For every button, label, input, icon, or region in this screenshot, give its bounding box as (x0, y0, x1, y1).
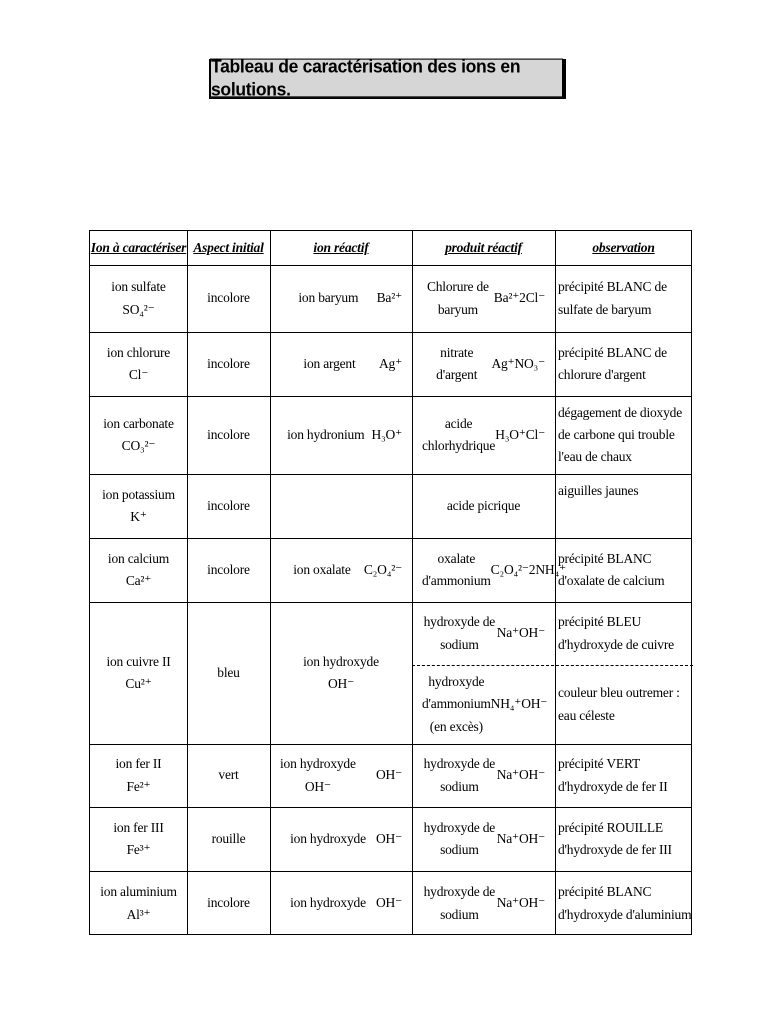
page-title: Tableau de caractérisation des ions en solutions. (210, 59, 563, 98)
produit-cell-name: acide picrique (446, 497, 521, 513)
ion-formula: CO₃²⁻ (121, 438, 156, 453)
produit-cell (412, 332, 555, 396)
produit-cell-name: oxalate d'ammonium (422, 550, 491, 588)
reactif-cell-name: ion hydronium (287, 426, 365, 442)
reactif-cell-formula: OH⁻ (375, 830, 402, 846)
reactif-cell-name: ion argent (303, 355, 356, 371)
title-box (209, 55, 566, 100)
cell-stack (102, 484, 175, 529)
reactif-sub-formula: OH⁻ (304, 778, 331, 794)
reactif-cell (270, 538, 412, 602)
ion-table (89, 230, 692, 935)
cell-stack (113, 817, 163, 862)
produit-cell (412, 744, 555, 807)
reactif-name: ion hydroxyde (280, 756, 356, 772)
ion-cell (90, 332, 187, 396)
ion-formula: SO₄²⁻ (122, 301, 155, 317)
reactif-formula: OH⁻ (327, 676, 354, 691)
aspect-cell: incolore (207, 426, 250, 442)
ion-cell (90, 602, 187, 744)
aspect-cell: rouille (211, 830, 246, 846)
ion-cell (90, 474, 187, 538)
ion-formula: Al³⁺ (126, 906, 151, 922)
produit-cell-formula: Na⁺OH⁻ (496, 895, 545, 911)
ion-name: ion cuivre II (106, 653, 171, 669)
ion-cell (90, 396, 187, 474)
produit-cell-formula: NH₄⁺OH⁻ (490, 696, 548, 712)
observation-cell: précipité BLANC d'oxalate de calcium (558, 550, 665, 588)
produit-cell-name: Chlorure de baryum (426, 279, 489, 317)
produit-cell-name: acide chlorhydrique (422, 415, 496, 453)
ion-cell (90, 871, 187, 936)
ion-formula: Cu²⁺ (125, 676, 152, 691)
reactif-cell (270, 265, 412, 332)
observation-cell: dégagement de dioxyde de carbone qui trouble l'eau de chaux (558, 404, 683, 465)
ion-cell (90, 265, 187, 332)
cell-stack (108, 548, 169, 593)
reactif-cell (270, 332, 412, 396)
reactif-cell (270, 807, 412, 871)
reactif-cell (270, 744, 412, 807)
cell-stack (107, 342, 170, 387)
observation-cell: précipité BLANC d'hydroxyde d'aluminium (558, 884, 692, 922)
produit-cell (412, 265, 555, 332)
reactif-formula: OH⁻ (375, 767, 402, 783)
produit-cell-formula: Na⁺OH⁻ (496, 767, 545, 783)
produit-cell-name: nitrate d'argent (436, 344, 478, 382)
produit-cell-name: hydroxyde d'ammonium (en excès) (422, 674, 491, 734)
ion-cell (90, 538, 187, 602)
produit-cell-formula: Ba²⁺2Cl⁻ (493, 290, 545, 306)
produit-cell-formula: Na⁺OH⁻ (496, 625, 545, 641)
aspect-cell: incolore (207, 895, 250, 911)
cell-stack (103, 413, 174, 458)
produit-cell-name: hydroxyde de sodium (423, 756, 496, 794)
cell-stack (100, 881, 177, 926)
ion-formula: Fe²⁺ (126, 778, 151, 794)
cell-stack (111, 276, 165, 321)
reactif-cell-formula: Ba²⁺ (376, 290, 402, 306)
ion-name: ion fer III (113, 819, 164, 835)
header-ion: Ion à caractériser (90, 239, 187, 255)
ion-cell (90, 807, 187, 871)
ion-name: ion calcium (107, 550, 170, 566)
produit-cell-name: hydroxyde de sodium (423, 884, 496, 922)
reactif-cell (270, 396, 412, 474)
observation-cell: précipité BLANC de chlorure d'argent (558, 344, 667, 382)
reactif-cell (270, 602, 412, 744)
produit-cell (412, 474, 555, 538)
produit-cell-formula: Na⁺OH⁻ (496, 830, 545, 846)
produit-cell-name: hydroxyde de sodium (423, 614, 496, 652)
reactif-cell-formula: C₂O₄²⁻ (363, 561, 402, 577)
produit-cell (412, 538, 566, 602)
ion-formula: Fe³⁺ (126, 842, 151, 857)
observation-cell: aiguilles jaunes (558, 483, 639, 498)
produit-cell-formula: C₂O₄²⁻2NH₄⁺ (490, 561, 566, 577)
cell-stack (116, 753, 162, 798)
reactif-cell (270, 871, 412, 936)
ion-name: ion potassium (102, 486, 175, 502)
ion-name: ion aluminium (100, 884, 177, 900)
aspect-cell: incolore (207, 561, 250, 577)
produit-cell (412, 807, 555, 871)
produit-cell-formula: Ag⁺NO₃⁻ (491, 355, 545, 371)
reactif-name: ion hydroxyde (303, 653, 379, 669)
reactif-cell-name: ion oxalate (293, 561, 351, 577)
cell-stack (106, 651, 170, 696)
reactif-cell-name: ion hydroxyde (290, 895, 366, 911)
ion-formula: Cl⁻ (128, 367, 149, 382)
aspect-cell: incolore (207, 355, 250, 371)
reactif-cell-name: ion hydroxyde (290, 830, 366, 846)
header-produit: produit réactif (445, 239, 522, 255)
observation-cell: précipité VERT d'hydroxyde de fer II (558, 756, 668, 794)
produit-cell-formula: H₃O⁺Cl⁻ (495, 426, 545, 442)
ion-formula: Ca²⁺ (125, 573, 152, 588)
header-observation: observation (592, 239, 655, 255)
ion-formula: K⁺ (130, 509, 147, 524)
aspect-cell: incolore (207, 497, 250, 513)
produit-cell-name: hydroxyde de sodium (423, 819, 496, 857)
reactif-cell (270, 474, 412, 538)
aspect-cell: incolore (207, 290, 250, 306)
produit-cell (412, 871, 555, 936)
produit-cell (412, 396, 555, 474)
ion-name: ion fer II (115, 756, 162, 772)
observation-cell: précipité BLANC de sulfate de baryum (558, 279, 667, 317)
observation-cell: précipité ROUILLE d'hydroxyde de fer III (558, 819, 672, 857)
produit-cell (412, 602, 555, 665)
reactif-cell-name: ion baryum (298, 290, 359, 306)
ion-name: ion chlorure (106, 344, 171, 360)
observation-cell: couleur bleu outremer : eau céleste (558, 685, 680, 723)
header-reactif: ion réactif (313, 239, 369, 255)
ion-name: ion sulfate (111, 279, 166, 295)
ion-cell (90, 744, 187, 807)
observation-cell: précipité BLEU d'hydroxyde de cuivre (558, 614, 674, 652)
cell-stack (303, 651, 379, 696)
header-aspect: Aspect initial (193, 239, 264, 255)
reactif-cell-formula: Ag⁺ (378, 355, 402, 371)
aspect-cell: vert (218, 767, 239, 783)
aspect-cell: bleu (217, 664, 240, 680)
produit-cell (412, 665, 555, 744)
reactif-cell-formula: H₃O⁺ (371, 426, 402, 442)
ion-name: ion carbonate (103, 415, 174, 431)
reactif-cell-formula: OH⁻ (375, 895, 402, 911)
reactif-stack (280, 753, 356, 798)
